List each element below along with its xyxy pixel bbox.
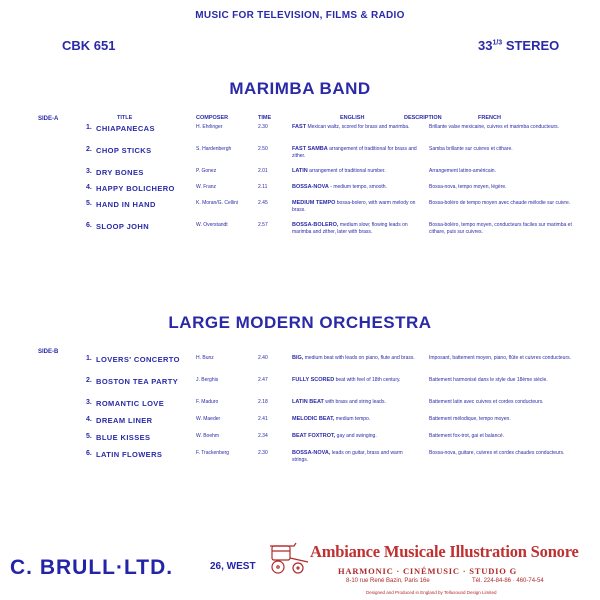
english-lead: BOSSA-NOVA, [292, 450, 331, 456]
track-english-description [292, 377, 420, 384]
side-b-track [0, 355, 600, 379]
track-title: HAPPY BOLICHERO [96, 184, 175, 193]
english-rest: arrangement of traditional for brass and zither. [292, 146, 417, 159]
track-title: DREAM LINER [96, 416, 153, 425]
column-time: TIME [258, 115, 272, 121]
track-title: SLOOP JOHN [96, 222, 150, 231]
track-title: DRY BONES [96, 168, 144, 177]
english-lead: FAST [292, 124, 307, 130]
side-a-track [0, 146, 600, 170]
track-french-description: Bossa-boléro de tempo moyen avec chaude mélodie sur cuivre. [429, 200, 571, 206]
english-rest: Mexican waltz, scored for brass and marimba. [306, 124, 410, 130]
track-number: 5. [86, 200, 92, 207]
english-rest: medium slow; flowing leads on marimba and zither, later with brass. [292, 222, 408, 235]
english-lead: BOSSA-NOVA [292, 184, 329, 190]
speed-suffix: STEREO [502, 38, 560, 53]
track-title: BLUE KISSES [96, 433, 151, 442]
track-french-description: Bossa-boléro, tempo moyen, conducteurs faciles sur marimba et cithare, puis sur cuivres. [429, 222, 572, 235]
track-french-description: Imposant, battement moyen, piano, flûte et cuivres conducteurs. [429, 355, 572, 361]
english-lead: MEDIUM TEMPO [292, 200, 336, 206]
english-rest: medium beat with leads on piano, flute and brass. [303, 355, 415, 361]
track-composer: K. Moran/G. Cellini [196, 200, 238, 206]
track-english-description [292, 124, 420, 131]
track-title: HAND IN HAND [96, 200, 156, 209]
english-lead: LATIN BEAT [292, 399, 324, 405]
track-number: 2. [86, 146, 92, 153]
track-number: 2. [86, 377, 92, 384]
track-number: 1. [86, 355, 92, 362]
track-number: 3. [86, 168, 92, 175]
track-composer: P. Gonez [196, 168, 217, 174]
track-time: 2.57 [258, 222, 268, 228]
side-a-label: SIDE-A [38, 116, 59, 122]
paris-address: 8-10 rue René Bazin, Paris 16e [346, 578, 430, 584]
english-rest: arrangement of traditional number. [307, 168, 386, 174]
side-a-track [0, 124, 600, 148]
side-b-track [0, 377, 600, 401]
english-rest: medium tempo. [334, 416, 371, 422]
track-number: 6. [86, 450, 92, 457]
side-a-track [0, 222, 600, 246]
track-title: LATIN FLOWERS [96, 450, 163, 459]
record-speed [478, 38, 559, 53]
side-a-track [0, 200, 600, 224]
english-rest: bossa-bolero, with warm melody on brass. [292, 200, 416, 213]
track-time: 2.50 [258, 146, 268, 152]
track-composer: F. Trackenberg [196, 450, 230, 456]
track-english-description [292, 146, 420, 159]
track-composer: W. Overstandt [196, 222, 228, 228]
track-composer: J. Berghis [196, 377, 219, 383]
side-b-heading: LARGE MODERN ORCHESTRA [168, 313, 432, 332]
english-lead: LATIN [292, 168, 308, 174]
column-composer: COMPOSER [196, 115, 229, 121]
english-lead: BEAT FOXTROT, [292, 433, 336, 439]
track-title: CHIAPANECAS [96, 124, 155, 133]
track-number: 4. [86, 416, 92, 423]
english-lead: BOSSA-BOLERO, [292, 222, 339, 228]
track-english-description [292, 355, 420, 362]
track-composer: W. Maeder [196, 416, 221, 422]
track-time: 2.30 [258, 450, 268, 456]
english-rest: with brass and string leads. [323, 399, 386, 405]
publisher-address-fragment: 26, WEST [210, 561, 256, 572]
column-french: FRENCH [478, 115, 501, 121]
side-a-heading: MARIMBA BAND [229, 79, 371, 98]
english-rest: beat with feel of 18th century. [334, 377, 401, 383]
track-french-description: Battement mélodique, tempo moyen. [429, 416, 511, 422]
track-composer: W. Franz [196, 184, 217, 190]
track-time: 2.41 [258, 416, 268, 422]
horse-carriage-icon [268, 540, 312, 576]
english-lead: BIG, [292, 355, 304, 361]
speed-fraction: 1/3 [492, 39, 503, 47]
english-rest: gay and swinging. [335, 433, 377, 439]
track-time: 2.34 [258, 433, 268, 439]
track-title: ROMANTIC LOVE [96, 399, 165, 408]
track-time: 2.30 [258, 124, 268, 130]
track-time: 2.45 [258, 200, 268, 206]
track-composer: S. Hardenbergh [196, 146, 232, 152]
track-french-description: Battement fox-trot, gai et balancé. [429, 433, 505, 439]
track-english-description [292, 168, 420, 175]
english-lead: FULLY SCORED [292, 377, 335, 383]
track-french-description: Brillante valse mexicaine, cuivres et marimba conducteurs. [429, 124, 560, 130]
track-french-description: Bossa-nova, guitare, cuivres et cordes chaudes conducteurs. [429, 450, 565, 456]
track-english-description [292, 200, 420, 213]
track-french-description: Battement latin avec cuivres et cordes conducteurs. [429, 399, 544, 405]
publisher-brull: C. BRULL·LTD. [10, 556, 174, 579]
track-composer: F. Maduro [196, 399, 219, 405]
track-time: 2.40 [258, 355, 268, 361]
track-number: 5. [86, 433, 92, 440]
track-title: BOSTON TEA PARTY [96, 377, 179, 386]
track-english-description [292, 450, 420, 463]
track-english-description [292, 399, 420, 406]
track-number: 6. [86, 222, 92, 229]
track-french-description: Samba brillante sur cuivres et cithare. [429, 146, 513, 152]
design-credit: Designed and Produced in England by Tellusound Design Limited [366, 590, 497, 595]
track-title: LOVERS' CONCERTO [96, 355, 180, 364]
track-french-description: Bossa-nova, tempo moyen, légère. [429, 184, 507, 190]
track-english-description [292, 416, 420, 423]
track-number: 3. [86, 399, 92, 406]
english-rest: leads on guitar, brass and warm strings. [292, 450, 403, 463]
track-title: CHOP STICKS [96, 146, 152, 155]
label-names: HARMONIC · CINÉMUSIC · STUDIO G [338, 566, 517, 576]
track-english-description [292, 222, 420, 235]
track-time: 2.18 [258, 399, 268, 405]
track-english-description [292, 184, 420, 191]
speed-main: 33 [478, 38, 493, 53]
telephone: Tél. 224-84-86 · 460-74-54 [472, 578, 544, 584]
english-rest: - medium tempo, smooth. [328, 184, 387, 190]
track-time: 2.47 [258, 377, 268, 383]
track-french-description: Arrangement latino-américain. [429, 168, 496, 174]
side-b-track [0, 450, 600, 474]
track-composer: W. Boehm [196, 433, 220, 439]
track-composer: H. Bunz [196, 355, 214, 361]
column-description: DESCRIPTION [404, 115, 442, 121]
track-time: 2.11 [258, 184, 268, 190]
ambiance-musicale-brand: Ambiance Musicale Illustration Sonore [310, 542, 579, 561]
english-lead: FAST SAMBA [292, 146, 328, 152]
column-title: TITLE [117, 115, 133, 121]
track-english-description [292, 433, 420, 440]
track-number: 4. [86, 184, 92, 191]
catalog-number: CBK 651 [62, 38, 116, 53]
track-number: 1. [86, 124, 92, 131]
english-lead: MELODIC BEAT, [292, 416, 335, 422]
top-line: MUSIC FOR TELEVISION, FILMS & RADIO [195, 10, 405, 21]
side-b-label: SIDE-B [38, 349, 59, 355]
track-time: 2.01 [258, 168, 268, 174]
track-french-description: Battement harmonisé dans le style due 18ème siècle. [429, 377, 548, 383]
track-composer: H. Ehrlinger [196, 124, 223, 130]
column-english: ENGLISH [340, 115, 365, 121]
